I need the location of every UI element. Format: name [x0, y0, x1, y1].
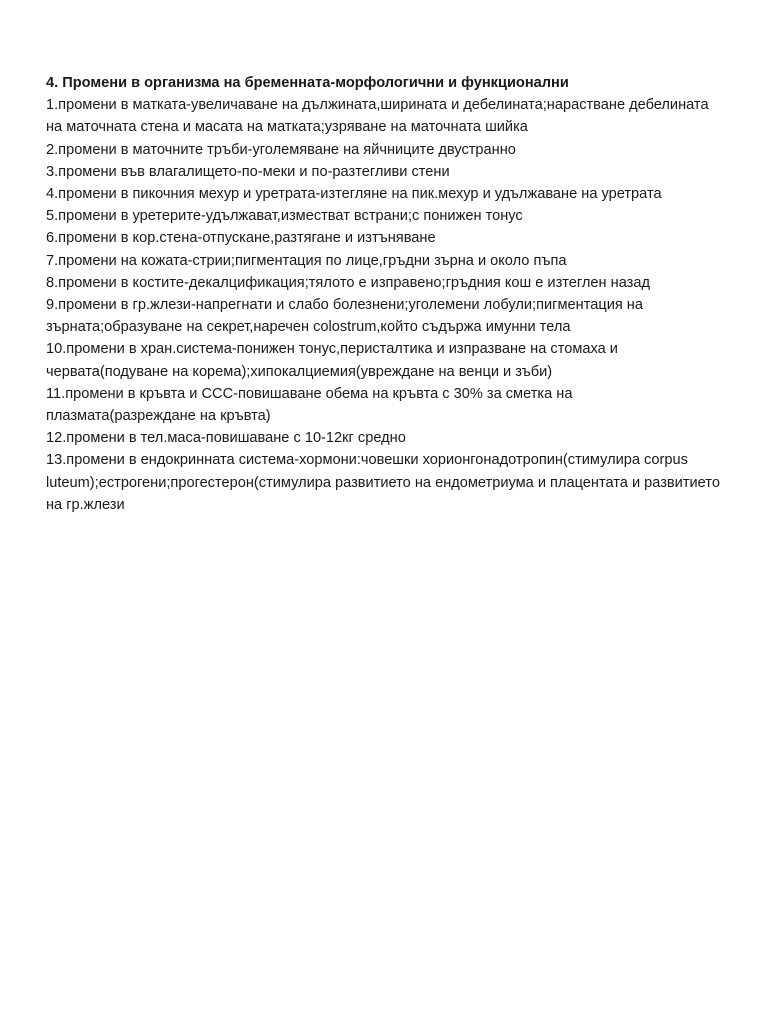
document-body: [46, 72, 726, 516]
list-item: 4.промени в пикочния мехур и уретрата-изтегляне на пик.мехур и удължаване на уретрата: [46, 186, 662, 203]
list-item: 12.промени в тел.маса-повишаване с 10-12кг средно: [46, 430, 406, 447]
list-item: 8.промени в костите-декалцификация;тялото е изправено;гръдния кош е изтеглен назад: [46, 274, 650, 291]
list-item: 1.промени в матката-увеличаване на дължината,ширината и дебелината;нарастване дебелината на маточната стена и масата на матката;узряване на маточната шийка: [46, 97, 709, 136]
list-item: 6.промени в кор.стена-отпускане,разтягане и изтъняване: [46, 230, 436, 247]
list-item: 10.промени в хран.система-понижен тонус,перисталтика и изпразване на стомаха и червата(подуване на корема);хипокалциемия(увреждане на венци и зъби): [46, 341, 618, 380]
list-item: 3.промени във влагалището-по-меки и по-разтегливи стени: [46, 163, 450, 180]
list-item: 2.промени в маточните тръби-уголемяване на яйчниците двустранно: [46, 141, 516, 158]
section-heading: 4. Промени в организма на бременната-морфологични и функционални: [46, 75, 569, 91]
list-item: 11.промени в кръвта и ССС-повишаване обема на кръвта с 30% за сметка на плазмата(разреждане на кръвта): [46, 385, 573, 425]
list-item: 5.промени в уретерите-удължават,изместват встрани;с понижен тонус: [46, 208, 523, 225]
list-item: 9.промени в гр.жлези-напрегнати и слабо болезнени;уголемени лобули;пигментация на зърната;образуване на секрет,наречен colostrum,който съдържа имунни тела: [46, 297, 643, 336]
list-item: 7.промени на кожата-стрии;пигментация по лице,гръдни зърна и около пъпа: [46, 252, 567, 269]
list-item: 13.промени в ендокринната система-хормони:човешки хорионгонадотропин(стимулира corpus luteum);естрогени;прогестерон(стимулира развитието на ендометриума и плацентата и развитието на гр.жлези: [46, 452, 720, 513]
